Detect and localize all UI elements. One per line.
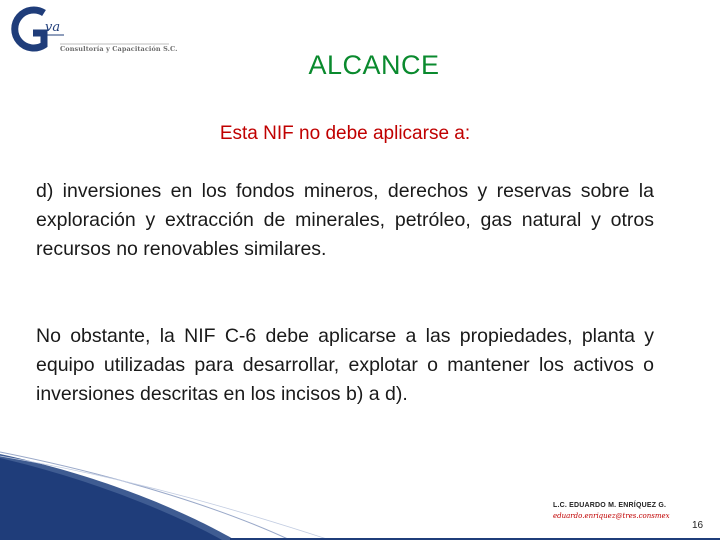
logo-company-name: Consultoría y Capacitación S.C.	[60, 45, 178, 53]
footer-author: L.C. EDUARDO M. ENRÍQUEZ G.	[553, 502, 667, 509]
decorative-swoosh	[0, 450, 720, 540]
logo-letters: va	[45, 20, 61, 35]
company-logo	[4, 4, 178, 56]
slide-title: ALCANCE	[308, 50, 440, 80]
slide-subtitle: Esta NIF no debe aplicarse a:	[219, 123, 471, 144]
paragraph-exclusion-d: d) inversiones en los fondos mineros, derechos y reservas sobre la exploración y extracción de minerales, petróleo, gas natural y otros recursos no renovables similares.	[36, 180, 654, 260]
paragraph-exception: No obstante, la NIF C-6 debe aplicarse a las propiedades, planta y equipo utilizadas para desarrollar, explotar o mantener los activos o inversiones descritas en los incisos b) a d).	[36, 325, 654, 405]
logo-underline	[4, 4, 174, 56]
page-number: 16	[692, 520, 704, 531]
footer-email: eduardo.enriquez@tres.consmex	[553, 512, 670, 520]
